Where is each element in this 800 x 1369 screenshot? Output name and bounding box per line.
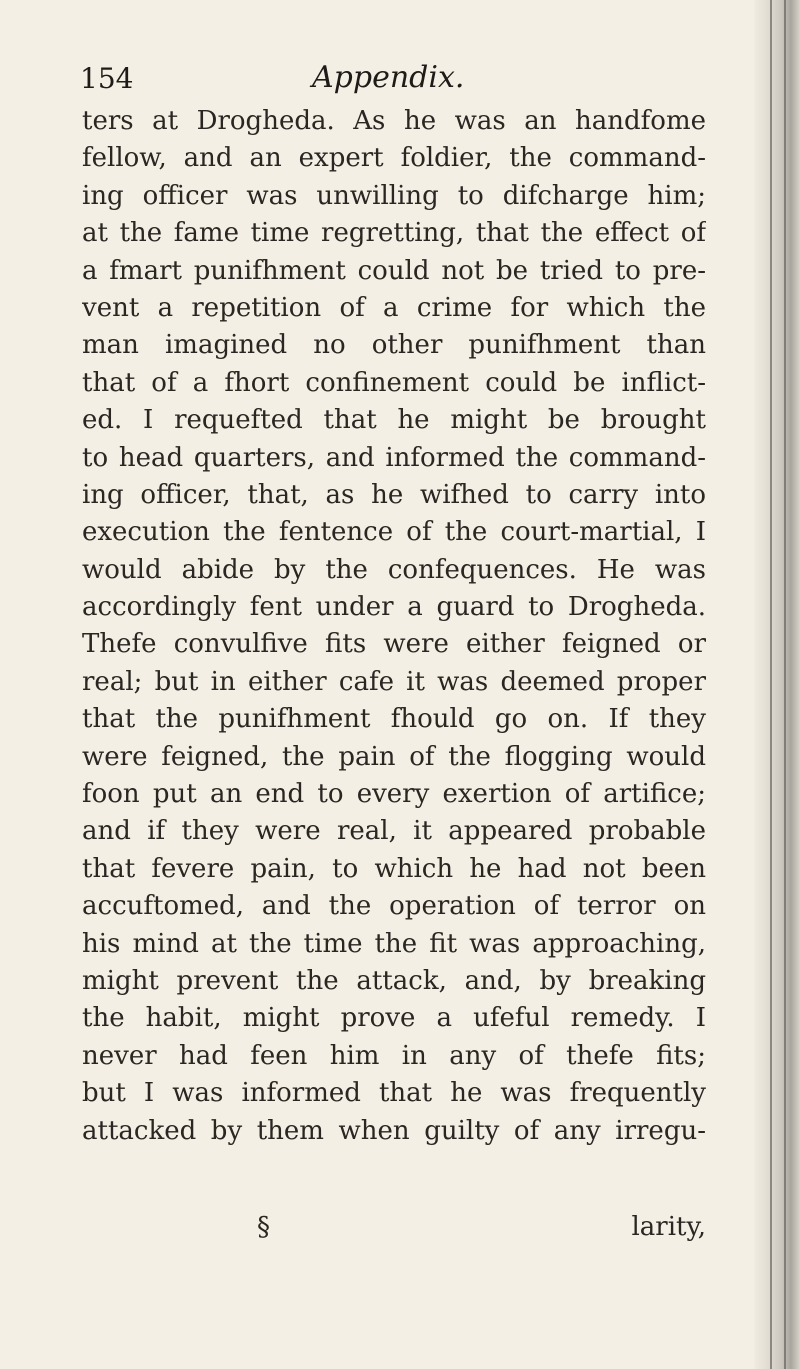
page-number: 154 bbox=[80, 62, 134, 95]
text-line: but I was informed that he was frequently bbox=[82, 1078, 706, 1109]
text-line: at the fame time regretting, that the effect of bbox=[82, 218, 706, 249]
page-footer bbox=[82, 1212, 706, 1252]
text-line: man imagined no other punifhment than bbox=[82, 330, 706, 361]
text-line: real; but in either cafe it was deemed proper bbox=[82, 666, 706, 697]
signature-mark: § bbox=[257, 1212, 270, 1242]
page-edge-line bbox=[784, 0, 786, 1369]
text-line: never had feen him in any of thefe fits; bbox=[82, 1040, 706, 1071]
text-line: his mind at the time the fit was approaching, bbox=[82, 928, 706, 959]
text-line: foon put an end to every exertion of artifice; bbox=[82, 779, 706, 810]
running-head: Appendix. bbox=[312, 60, 465, 95]
text-line: execution the fentence of the court-martial, I bbox=[82, 517, 706, 548]
text-line: that fevere pain, to which he had not been bbox=[82, 853, 706, 884]
text-line: ters at Drogheda. As he was an handfome bbox=[82, 106, 706, 136]
text-line: Thefe convulfive fits were either feigned or bbox=[82, 629, 706, 660]
text-line: might prevent the attack, and, by breaking bbox=[82, 965, 706, 996]
text-line: accordingly fent under a guard to Drogheda. bbox=[82, 592, 706, 623]
text-line: ing officer was unwilling to difcharge him; bbox=[82, 180, 706, 211]
text-line: that of a fhort confinement could be inflict- bbox=[82, 367, 706, 398]
text-line: a fmart punifhment could not be tried to pre- bbox=[82, 255, 706, 286]
text-line: to head quarters, and informed the command- bbox=[82, 442, 706, 473]
catchword: larity, bbox=[631, 1212, 706, 1242]
page-header bbox=[80, 62, 700, 102]
page-edge-line bbox=[770, 0, 772, 1369]
text-line: ed. I requefted that he might be brought bbox=[82, 405, 706, 436]
text-line: vent a repetition of a crime for which the bbox=[82, 292, 706, 323]
text-line: attacked by them when guilty of any irregu- bbox=[82, 1115, 706, 1146]
text-line: that the punifhment fhould go on. If they bbox=[82, 704, 706, 735]
text-line: accuftomed, and the operation of terror on bbox=[82, 891, 706, 922]
text-line: would abide by the confequences. He was bbox=[82, 554, 706, 585]
text-line: the habit, might prove a ufeful remedy. I bbox=[82, 1003, 706, 1034]
text-line: fellow, and an expert foldier, the command- bbox=[82, 143, 706, 174]
page-edge-shadow bbox=[754, 0, 800, 1369]
body-text bbox=[82, 103, 706, 1150]
text-line: were feigned, the pain of the flogging would bbox=[82, 741, 706, 772]
text-line: ing officer, that, as he wifhed to carry into bbox=[82, 479, 706, 510]
text-line: and if they were real, it appeared probable bbox=[82, 816, 706, 847]
